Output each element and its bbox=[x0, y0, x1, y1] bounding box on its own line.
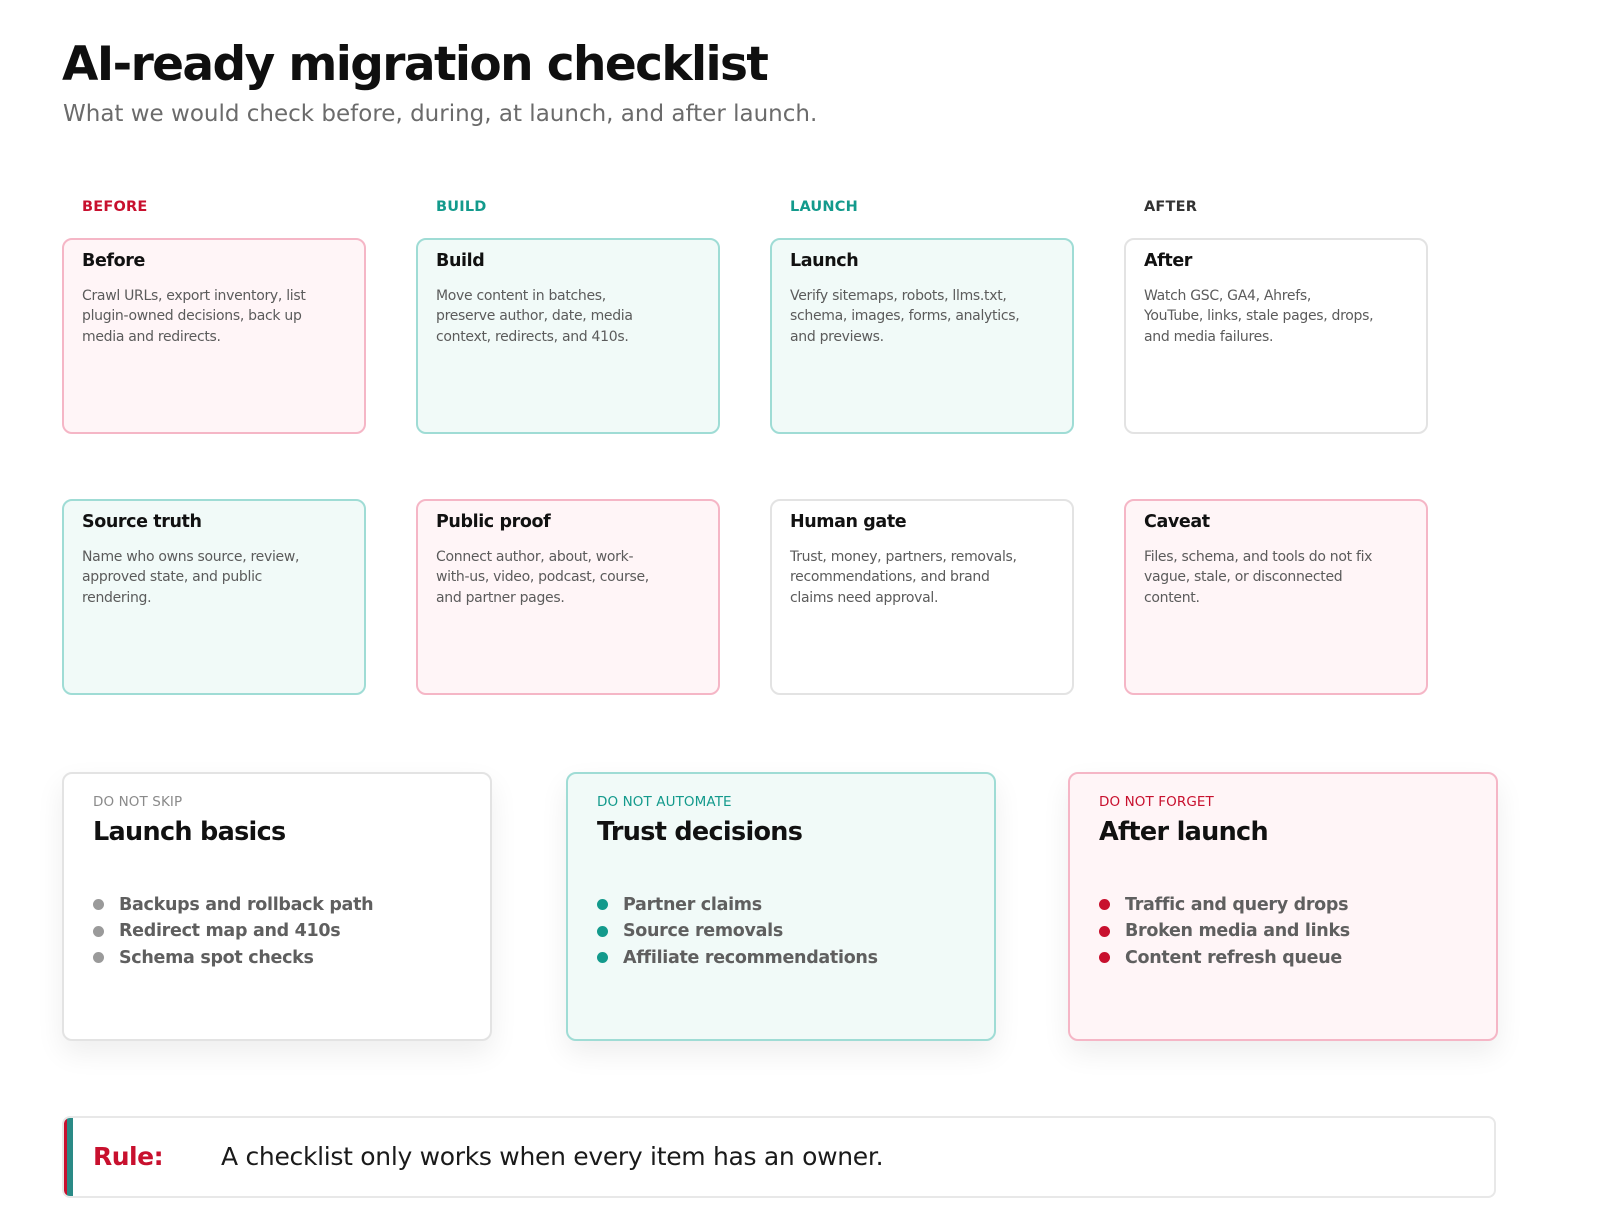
list-item bbox=[93, 891, 462, 918]
panel-trust-decisions bbox=[566, 772, 996, 1041]
phase-card-title: After bbox=[1144, 251, 1193, 271]
list-item-text: Broken media and links bbox=[1125, 921, 1350, 942]
phase-card-title: Before bbox=[82, 251, 145, 271]
principle-card-source-truth bbox=[62, 499, 366, 695]
list-item bbox=[597, 944, 966, 971]
list-item-text: Affiliate recommendations bbox=[623, 947, 878, 968]
panel-eyebrow: DO NOT SKIP bbox=[93, 794, 183, 810]
list-item bbox=[1099, 944, 1468, 971]
phase-label-launch: LAUNCH bbox=[790, 199, 858, 215]
list-item bbox=[93, 944, 462, 971]
panel-title: After launch bbox=[1099, 817, 1268, 848]
phase-label-build: BUILD bbox=[436, 199, 487, 215]
principle-card-title: Caveat bbox=[1144, 512, 1210, 532]
list-item bbox=[93, 918, 462, 945]
bullet-dot-icon bbox=[597, 952, 608, 963]
principle-card-title: Source truth bbox=[82, 512, 202, 532]
list-item bbox=[1099, 918, 1468, 945]
principle-card-body: Connect author, about, work-with-us, video, podcast, course, and partner pages. bbox=[436, 548, 649, 606]
phase-label-before: BEFORE bbox=[82, 199, 148, 215]
list-item bbox=[1099, 891, 1468, 918]
bullet-dot-icon bbox=[1099, 926, 1110, 937]
phase-card-body: Watch GSC, GA4, Ahrefs, YouTube, links, stale pages, drops, and media failures. bbox=[1144, 287, 1374, 345]
panel-title: Trust decisions bbox=[597, 817, 803, 848]
list-item-text: Content refresh queue bbox=[1125, 947, 1342, 968]
phase-card-before bbox=[62, 238, 366, 434]
phase-card-build bbox=[416, 238, 720, 434]
list-item-text: Source removals bbox=[623, 921, 783, 942]
list-item-text: Partner claims bbox=[623, 894, 762, 915]
phase-card-title: Launch bbox=[790, 251, 859, 271]
principle-card-body: Name who owns source, review, approved state, and public rendering. bbox=[82, 548, 300, 606]
phase-card-body: Verify sitemaps, robots, llms.txt, schema, images, forms, analytics, and previews. bbox=[790, 287, 1020, 345]
rule-accent-bar bbox=[64, 1118, 73, 1196]
principle-card-title: Public proof bbox=[436, 512, 551, 532]
principle-card-public-proof bbox=[416, 499, 720, 695]
panel-list bbox=[93, 891, 462, 971]
page-title: AI-ready migration checklist bbox=[62, 37, 768, 92]
panel-after-launch bbox=[1068, 772, 1498, 1041]
rule-text: A checklist only works when every item has an owner. bbox=[221, 1142, 884, 1171]
panel-launch-basics bbox=[62, 772, 492, 1041]
panel-list bbox=[597, 891, 966, 971]
phase-label-after: AFTER bbox=[1144, 199, 1198, 215]
panel-list bbox=[1099, 891, 1468, 971]
bullet-dot-icon bbox=[93, 899, 104, 910]
list-item bbox=[597, 891, 966, 918]
rule-label: Rule: bbox=[93, 1142, 164, 1171]
bullet-dot-icon bbox=[597, 926, 608, 937]
panel-eyebrow: DO NOT AUTOMATE bbox=[597, 794, 732, 810]
list-item-text: Schema spot checks bbox=[119, 947, 314, 968]
page-subtitle: What we would check before, during, at launch, and after launch. bbox=[63, 101, 818, 127]
panel-title: Launch basics bbox=[93, 817, 286, 848]
phase-card-body: Move content in batches, preserve author, date, media context, redirects, and 410s. bbox=[436, 287, 633, 345]
bullet-dot-icon bbox=[1099, 899, 1110, 910]
phase-card-launch bbox=[770, 238, 1074, 434]
list-item-text: Backups and rollback path bbox=[119, 894, 374, 915]
principle-card-body: Files, schema, and tools do not fix vague, stale, or disconnected content. bbox=[1144, 548, 1373, 606]
bullet-dot-icon bbox=[597, 899, 608, 910]
bullet-dot-icon bbox=[93, 952, 104, 963]
phase-card-title: Build bbox=[436, 251, 485, 271]
principle-card-title: Human gate bbox=[790, 512, 907, 532]
list-item bbox=[597, 918, 966, 945]
principle-card-human-gate bbox=[770, 499, 1074, 695]
rule-banner bbox=[62, 1116, 1496, 1198]
bullet-dot-icon bbox=[1099, 952, 1110, 963]
bullet-dot-icon bbox=[93, 926, 104, 937]
principle-card-body: Trust, money, partners, removals, recommendations, and brand claims need approval. bbox=[790, 548, 1017, 606]
phase-card-after bbox=[1124, 238, 1428, 434]
list-item-text: Traffic and query drops bbox=[1125, 894, 1349, 915]
principle-card-caveat bbox=[1124, 499, 1428, 695]
list-item-text: Redirect map and 410s bbox=[119, 921, 341, 942]
panel-eyebrow: DO NOT FORGET bbox=[1099, 794, 1214, 810]
phase-card-body: Crawl URLs, export inventory, list plugin-owned decisions, back up media and redirects. bbox=[82, 287, 306, 345]
